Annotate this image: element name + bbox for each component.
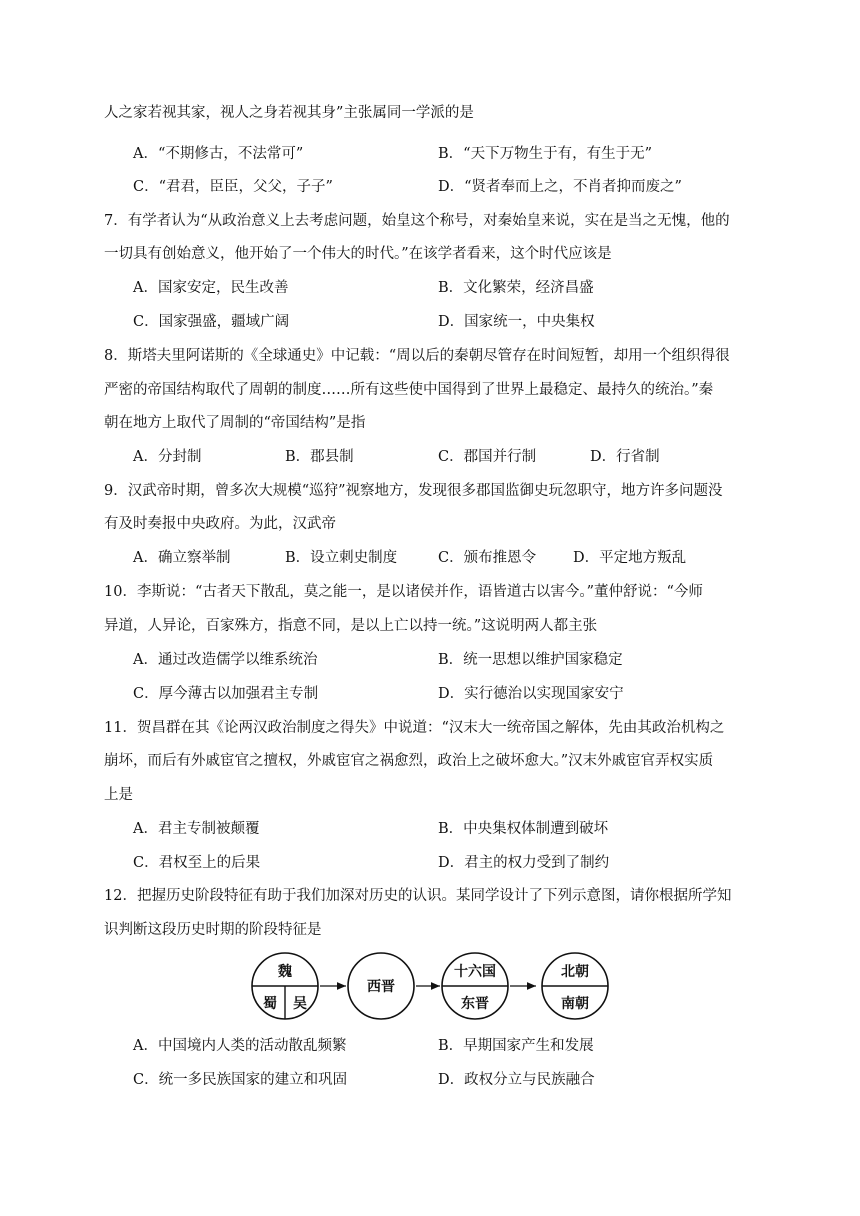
q8-option-d: D．行省制 [590,449,660,465]
q12-option-c: C．统一多民族国家的建立和巩固 [133,1072,348,1088]
q9-stem-line: 有及时奏报中央政府。为此，汉武帝 [104,516,336,532]
q9-option-a: A．确立察举制 [133,550,231,566]
q12-stem-line: 12．把握历史阶段特征有助于我们加深对历史的认识。某同学设计了下列示意图，请你根据所学知 [104,888,732,904]
q10-option-b: B．统一思想以维护国家稳定 [438,652,623,668]
q10-stem-line: 10．李斯说：“古者天下散乱，莫之能一，是以诸侯并作，语皆道古以害今。”董仲舒说：“今师 [104,584,703,600]
q9-stem-line: 9．汉武帝时期，曾多次大规模“巡狩”视察地方，发现很多郡国监御史玩忽职守，地方许多问题没 [104,483,723,499]
q10-stem-line: 异道，人异论，百家殊方，指意不同，是以上亡以持一统。”这说明两人都主张 [104,618,598,634]
q11-option-a: A．君主专制被颠覆 [133,821,260,837]
q12-option-d: D．政权分立与民族融合 [438,1072,595,1088]
q8-stem-line: 朝在地方上取代了周制的“帝国结构”是指 [104,415,366,431]
diagram-node-three-kingdoms [252,953,318,1019]
q12-option-a: A．中国境内人类的活动散乱频繁 [133,1038,347,1054]
node-label-dongjin: 东晋 [461,996,489,1012]
node-label-xijin: 西晋 [367,979,395,995]
node-label-wei: 魏 [278,964,292,980]
q12-option-b: B．早期国家产生和发展 [438,1038,594,1054]
q7-option-a: A．国家安定，民生改善 [133,280,289,296]
diagram-node-northern-southern [542,953,608,1019]
q7-option-d: D．国家统一，中央集权 [438,314,595,330]
period-diagram [250,950,620,1022]
q6-option-a: A．“不期修古，不法常可” [133,146,304,162]
diagram-node-western-jin [348,953,414,1019]
q11-stem-line: 上是 [104,787,133,803]
q11-stem-line: 11．贺昌群在其《论两汉政治制度之得失》中说道：“汉末大一统帝国之解体，先由其政治机构之 [104,720,725,736]
q8-option-c: C．郡国并行制 [438,449,537,465]
q7-stem-line: 一切具有创始意义，他开始了一个伟大的时代。”在该学者看来，这个时代应该是 [104,246,612,262]
diagram-node-sixteen-kingdoms [442,953,508,1019]
q10-option-d: D．实行德治以实现国家安宁 [438,686,624,702]
q8-option-b: B．郡县制 [285,449,354,465]
q8-option-a: A．分封制 [133,449,202,465]
node-label-nanchao: 南朝 [561,996,589,1012]
q7-option-b: B．文化繁荣，经济昌盛 [438,280,594,296]
q9-option-c: C．颁布推恩令 [438,550,537,566]
q11-option-b: B．中央集权体制遭到破坏 [438,821,609,837]
q10-option-c: C．厚今薄古以加强君主专制 [133,686,319,702]
q6-option-d: D．“贤者奉而上之，不肖者抑而废之” [438,179,682,195]
q9-option-d: D．平定地方叛乱 [573,550,687,566]
q11-option-c: C．君权至上的后果 [133,855,261,871]
q8-stem-line: 严密的帝国结构取代了周朝的制度……所有这些使中国得到了世界上最稳定、最持久的统治。”秦 [104,382,714,398]
q11-stem-line: 崩坏，而后有外戚宦官之擅权，外戚宦官之祸愈烈，政治上之破坏愈大。”汉末外戚宦官弄权实质 [104,753,714,769]
q9-option-b: B．设立刺史制度 [285,550,398,566]
node-label-shiliuguo: 十六国 [454,964,496,980]
node-label-wu: 吴 [293,996,307,1012]
q6-option-b: B．“天下万物生于有，有生于无” [438,146,652,162]
q6-option-c: C．“君君，臣臣，父父，子子” [133,179,333,195]
q7-stem-line: 7．有学者认为“从政治意义上去考虑问题，始皇这个称号，对秦始皇来说，实在是当之无愧，他的 [104,213,730,229]
q7-option-c: C．国家强盛，疆域广阔 [133,314,290,330]
node-label-beichao: 北朝 [561,964,589,980]
q6-stem-cont: 人之家若视其家，视人之身若视其身”主张属同一学派的是 [104,105,474,121]
q8-stem-line: 8．斯塔夫里阿诺斯的《全球通史》中记载：“周以后的秦朝尽管存在时间短暂，却用一个组织得很 [104,348,730,364]
q10-option-a: A．通过改造儒学以维系统治 [133,652,318,668]
node-label-shu: 蜀 [263,996,277,1012]
q12-stem-line: 识判断这段历史时期的阶段特征是 [104,922,322,938]
q11-option-d: D．君主的权力受到了制约 [438,855,610,871]
